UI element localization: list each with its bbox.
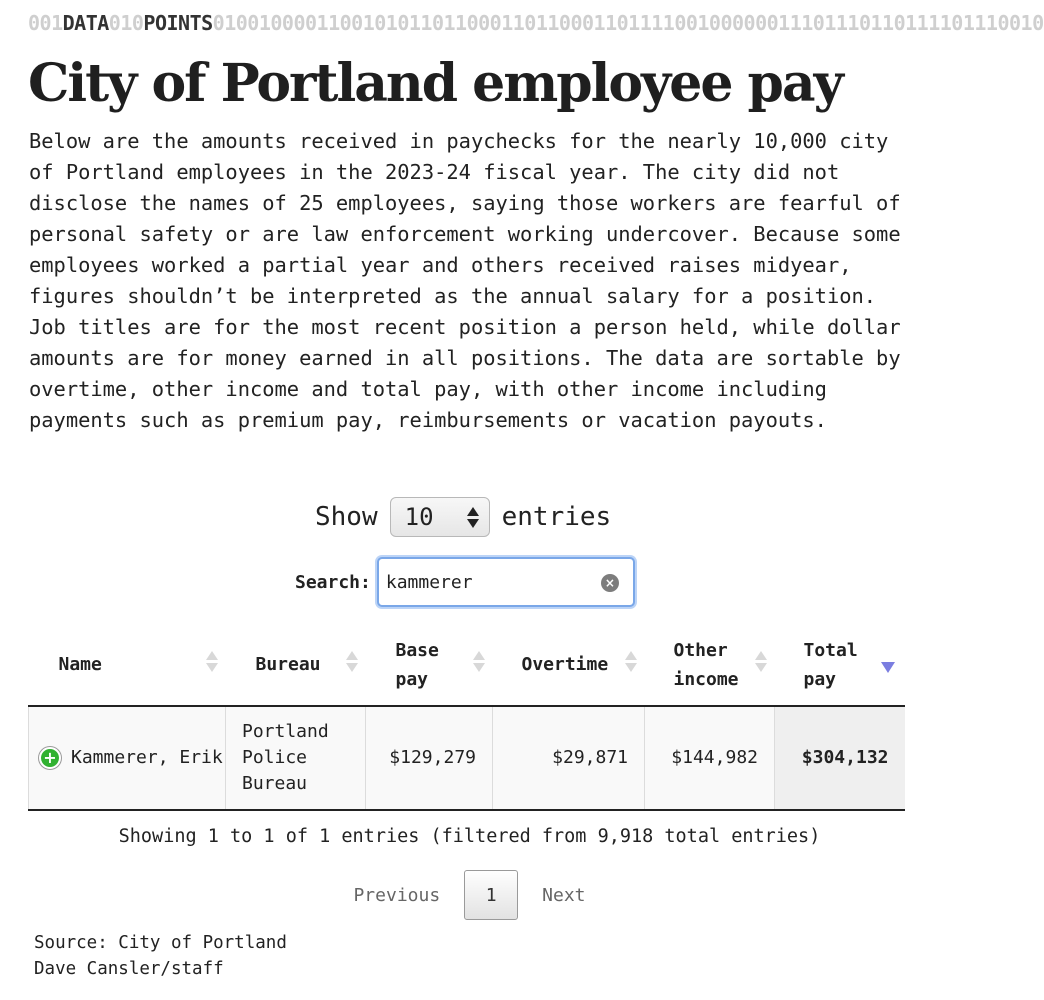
cell-name [29,706,226,810]
sort-icon [473,651,485,672]
sort-icon [625,651,637,672]
page-1-button[interactable]: 1 [464,870,518,920]
sort-descending-icon [881,662,895,673]
sort-icon [755,651,767,672]
page-title: City of Portland employee pay [28,53,842,114]
brand-binary-mid: 010 [108,11,144,35]
column-header-base-pay[interactable]: Base pay [366,624,493,706]
pay-table [28,624,905,811]
brand-word-data: DATA [62,11,109,35]
source-credit: Source: City of Portland [34,933,287,953]
credits [34,930,287,982]
entries-select-value: 10 [404,503,434,531]
cell-bureau: Portland Police Bureau [226,706,366,810]
cell-base-pay: $129,279 [366,706,493,810]
employee-name: Kammerer, Erik [71,747,223,768]
brand-banner [28,10,1044,36]
next-button[interactable]: Next [542,884,586,906]
brand-binary-suffix: 010010000110010101101100011011000110111100100000011101110110111101110010 [212,11,1044,35]
clear-search-icon[interactable]: × [601,574,619,592]
pagination [0,870,939,920]
column-header-total-pay[interactable]: Total pay [775,624,905,706]
brand-binary-prefix: 001 [28,11,63,35]
sort-icon [206,651,218,672]
column-header-bureau[interactable]: Bureau [226,624,366,706]
entries-length-control [315,497,611,537]
column-header-overtime[interactable]: Overtime [493,624,645,706]
column-header-name[interactable]: Name [29,624,226,706]
search-box [377,557,635,607]
select-arrows-icon [467,507,479,528]
show-label: Show [315,502,378,532]
entries-label: entries [501,502,612,532]
table-row[interactable] [29,706,905,810]
column-header-other-income[interactable]: Other income [645,624,775,706]
cell-other-income: $144,982 [645,706,775,810]
entries-select[interactable] [390,497,490,537]
table-header-row [29,624,905,706]
byline-credit: Dave Cansler/staff [34,959,224,979]
search-input[interactable] [386,572,586,593]
table-info: Showing 1 to 1 of 1 entries (filtered from 9,918 total entries) [118,826,821,847]
intro-paragraph: Below are the amounts received in paychecks for the nearly 10,000 city of Portland employees in the 2023-24 fiscal year. The city did not disclose the names of 25 employees, saying those workers are fearful of personal safety or are law enforcement working undercover. Because some employees worked a partial year and others received raises midyear, figures shouldn’t be interpreted as the annual salary for a position. Job titles are for the most recent position a person held, while dollar amounts are for money earned in all positions. The data are sortable by overtime, other income and total pay, with other income including payments such as premium pay, reimbursements or vacation payouts. [29,129,901,432]
cell-overtime: $29,871 [493,706,645,810]
cell-total-pay: $304,132 [775,706,905,810]
search-label: Search: [295,571,371,593]
sort-icon [346,651,358,672]
previous-button[interactable]: Previous [353,884,441,906]
expand-row-icon[interactable]: + [39,747,61,769]
search-control [295,557,635,607]
brand-word-points: POINTS [143,11,213,35]
